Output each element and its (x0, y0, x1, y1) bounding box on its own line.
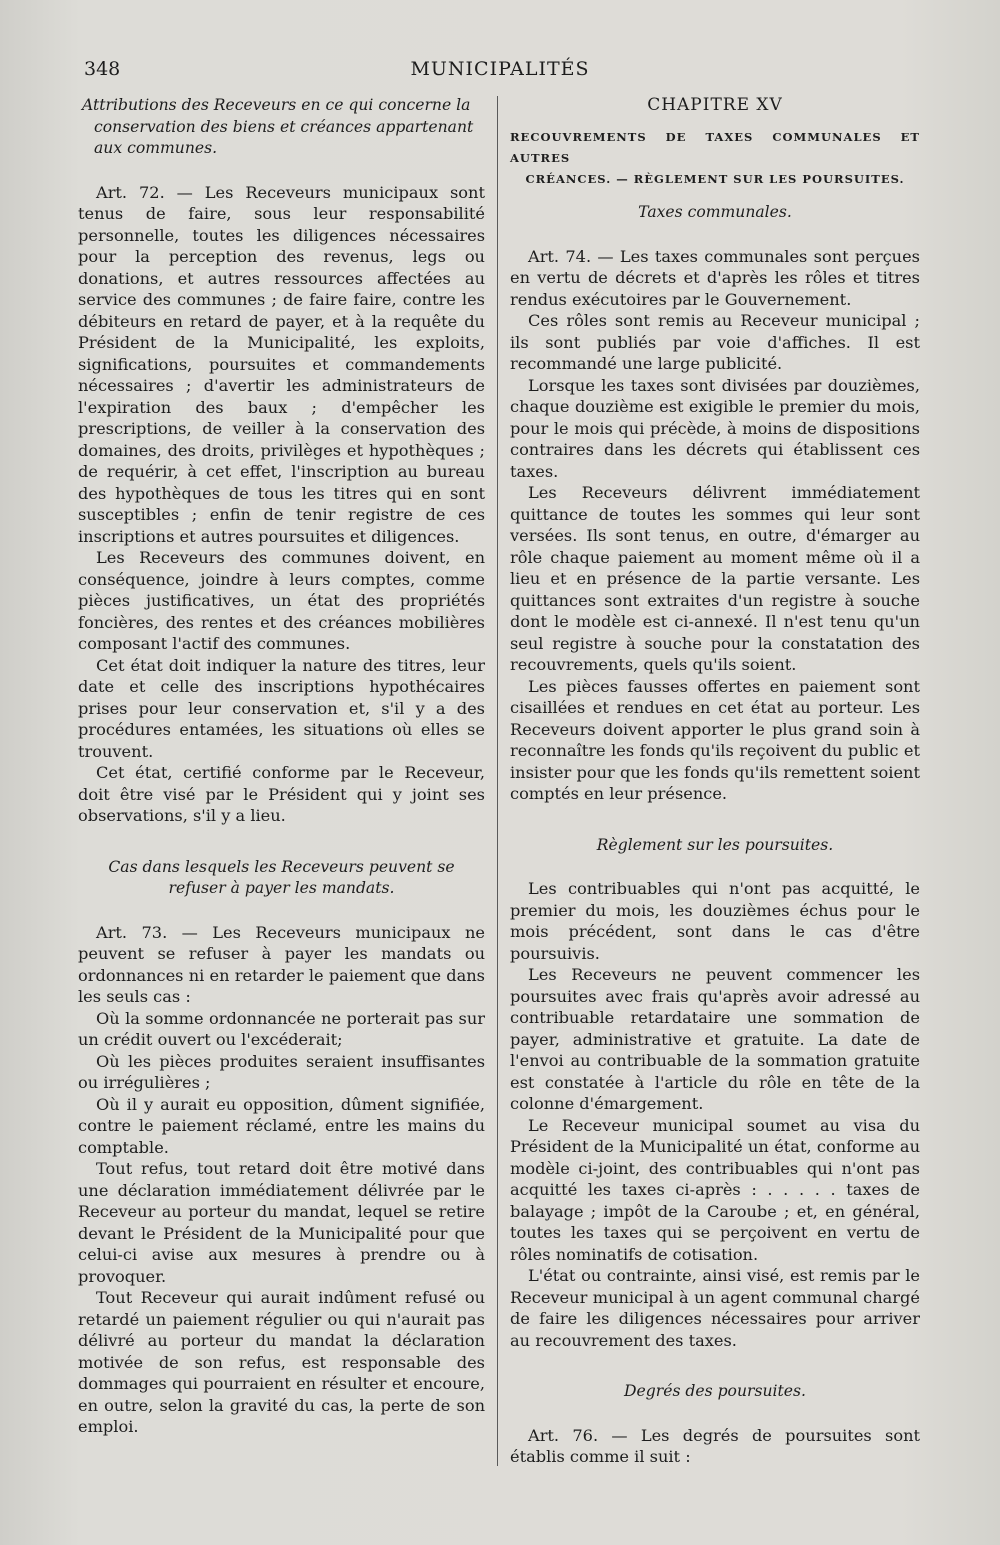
paragraph: Les Receveurs ne peuvent commencer les poursuites avec frais qu'après avoir adressé au contribuable retardataire une sommation de payer, administrative et gratuite. La date de l'envoi au contribuable de la sommation gratuite est constatée à l'article du rôle en tête de la colonne d'émargement. (510, 965, 920, 1113)
paragraph: Où il y aurait eu opposition, dûment signifiée, contre le paiement réclamé, entre les mains du comptable. (78, 1094, 485, 1157)
paragraph: Les pièces fausses offertes en paiement sont cisaillées et rendues en cet état au porteur. Les Receveurs doivent apporter le plus grand soin à reconnaître les fonds qu'ils reçoivent du public et insister pour que les fonds qu'ils remettent soient comptés en leur présence. (510, 676, 920, 803)
chapter-subtitle (510, 127, 920, 190)
column-divider (497, 96, 498, 1466)
page-header (0, 58, 1000, 88)
article-73: Art. 73. — Les Receveurs municipaux ne peuvent se refuser à payer les mandats ou ordonnances ni en retarder le paiement que dans les seuls cas : (78, 922, 485, 1006)
paragraph: L'état ou contrainte, ainsi visé, est remis par le Receveur municipal à un agent communal chargé de faire les diligences nécessaires pour arriver au recouvrement des taxes. (510, 1266, 920, 1350)
section-heading-attributions: Attributions des Receveurs en ce qui concerne la conservation des biens et créances appartenant aux communes. (82, 96, 474, 157)
paragraph: Les Receveurs délivrent immédiatement quittance de toutes les sommes qui leur sont versées. Ils sont tenus, en outre, d'émarger au rôle chaque paiement au moment même où il a lieu et en présence de la partie versante. Les quittances sont extraites d'un registre à souche dont le modèle est ci-annexé. Il n'est tenu qu'un seul registre à souche pour la constatation des recouvrements, quels qu'ils soient. (510, 483, 920, 674)
paragraph: Ces rôles sont remis au Receveur municipal ; ils sont publiés par voie d'affiches. Il est recommandé une large publicité. (510, 311, 920, 373)
paragraph: Où la somme ordonnancée ne porterait pas sur un crédit ouvert ou l'excéderait; (78, 1008, 485, 1049)
article-76: Art. 76. — Les degrés de poursuites sont établis comme il suit : (510, 1425, 920, 1466)
section-heading-taxes: Taxes communales. (638, 203, 792, 221)
paragraph: Cet état, certifié conforme par le Receveur, doit être visé par le Président qui y joint ses observations, s'il y a lieu. (78, 763, 485, 825)
paragraph: Tout Receveur qui aurait indûment refusé ou retardé un paiement régulier ou qui n'aurait pas délivré au porteur du mandat la déclaration motivée de son refus, est responsable des dommages qui pourraient en résulter et encoure, en outre, selon la gravité du cas, la perte de son emploi. (78, 1288, 485, 1436)
paragraph: Les contribuables qui n'ont pas acquitté, le premier du mois, les douzièmes échus pour le mois précédent, sont dans le cas d'être poursuivis. (510, 879, 920, 963)
page-number: 348 (84, 58, 121, 80)
chapter-subtitle-line-2: CRÉANCES. — RÈGLEMENT SUR LES POURSUITES. (525, 172, 905, 186)
paragraph: Le Receveur municipal soumet au visa du Président de la Municipalité un état, conforme au modèle ci-joint, des contribuables qui n'ont pas acquitté les taxes ci-après : . . . . . taxes de balayage ; impôt de la Caroube ; et, en général, toutes les taxes qui se perçoivent en vertu de rôles nominatifs de cotisation. (510, 1115, 920, 1264)
chapter-title: CHAPITRE XV (647, 95, 783, 115)
paragraph: Où les pièces produites seraient insuffisantes ou irrégulières ; (78, 1051, 485, 1092)
running-title: MUNICIPALITÉS (410, 58, 590, 80)
section-heading-reglement: Règlement sur les poursuites. (596, 835, 834, 854)
paragraph: Lorsque les taxes sont divisées par douzièmes, chaque douzième est exigible le premier du mois, pour le mois qui précède, à moins de dispositions contraires dans les décrets qui établissent ces taxes. (510, 375, 920, 481)
section-heading-refus: Cas dans lesquels les Receveurs peuvent se refuser à payer les mandats. (108, 857, 455, 897)
paragraph: Les Receveurs des communes doivent, en conséquence, joindre à leurs comptes, comme pièces justificatives, un état des propriétés foncières, des rentes et des créances mobilières composant l'actif des communes. (78, 548, 485, 653)
chapter-subtitle-line-1: RECOUVREMENTS DE TAXES COMMUNALES ET AUTRES (510, 130, 920, 165)
paragraph: Cet état doit indiquer la nature des titres, leur date et celle des inscriptions hypothécaires prises pour leur conservation et, s'il y a des procédures entamées, les situations où elles se trouvent. (78, 655, 485, 761)
right-column (510, 95, 920, 1468)
article-72: Art. 72. — Les Receveurs municipaux sont tenus de faire, sous leur responsabilité personnelle, toutes les diligences nécessaires pour la perception des revenus, legs ou donations, et autres ressources affectées au service des communes ; de faire faire, contre les débiteurs en retard de payer, et à la requête du Président de la Municipalité, les exploits, significations, poursuites et commandements nécessaires ; d'avertir les administrateurs de l'expiration des baux ; d'empêcher les prescriptions, de veiller à la conservation des domaines, des droits, privilèges et hypothèques ; de requérir, à cet effet, l'inscription au bureau des hypothèques de tous les titres qui en sont susceptibles ; enfin de tenir registre de ces inscriptions et autres poursuites et diligences. (78, 182, 485, 546)
section-heading-degres: Degrés des poursuites. (624, 1382, 806, 1400)
paragraph: Tout refus, tout retard doit être motivé dans une déclaration immédiatement délivrée par le Receveur au porteur du mandat, lequel se retire devant le Président de la Municipalité pour que celui-ci avise aux mesures à prendre ou à provoquer. (78, 1159, 485, 1286)
left-column (78, 95, 485, 1438)
article-74: Art. 74. — Les taxes communales sont perçues en vertu de décrets et d'après les rôles et titres rendus exécutoires par le Gouvernement. (510, 246, 920, 309)
